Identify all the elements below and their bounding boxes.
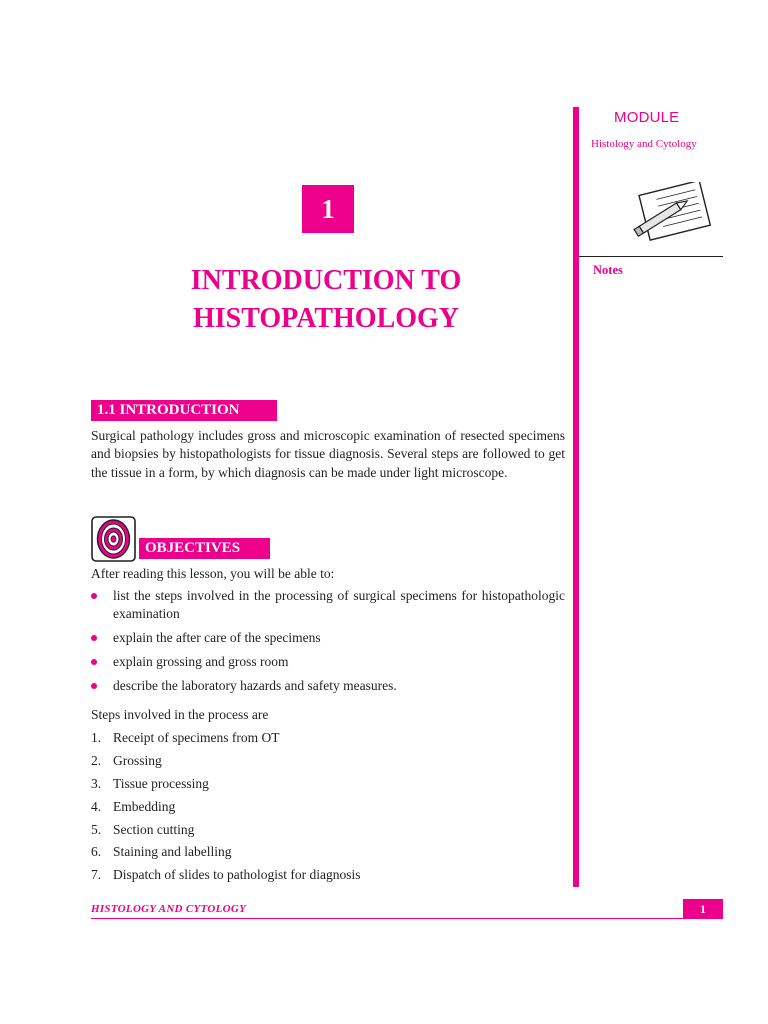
chapter-title-line-1: INTRODUCTION TO bbox=[190, 265, 462, 296]
bullet-icon bbox=[91, 635, 97, 641]
objectives-list bbox=[91, 587, 565, 700]
target-icon bbox=[91, 516, 136, 562]
footer-divider bbox=[91, 918, 723, 919]
step-item: 5. Section cutting bbox=[91, 821, 195, 837]
notepad-pencil-icon bbox=[630, 182, 714, 242]
objective-item: list the steps involved in the processing of surgical specimens for histopathologic examination bbox=[91, 587, 565, 624]
steps-lead: Steps involved in the process are bbox=[91, 707, 269, 722]
objectives-heading: OBJECTIVES bbox=[139, 538, 270, 559]
footer-title: HISTOLOGY AND CYTOLOGY bbox=[91, 903, 247, 915]
chapter-number: 1 bbox=[302, 185, 354, 233]
page-number: 1 bbox=[683, 899, 723, 919]
bullet-icon bbox=[91, 593, 97, 599]
objective-item: describe the laboratory hazards and safety measures. bbox=[91, 677, 565, 695]
module-label: MODULE bbox=[614, 109, 680, 126]
bullet-icon bbox=[91, 659, 97, 665]
module-subtitle: Histology and Cytology bbox=[591, 138, 697, 150]
notes-divider bbox=[579, 256, 723, 257]
chapter-title-line-2: HISTOPATHOLOGY bbox=[192, 303, 460, 334]
objective-item: explain the after care of the specimens bbox=[91, 629, 565, 647]
sidebar-divider bbox=[573, 107, 579, 887]
step-item: 7. Dispatch of slides to pathologist for diagnosis bbox=[91, 867, 361, 883]
step-item: 6. Staining and labelling bbox=[91, 844, 232, 860]
step-item: 2. Grossing bbox=[91, 752, 162, 768]
step-item: 3. Tissue processing bbox=[91, 775, 209, 791]
objective-item: explain grossing and gross room bbox=[91, 653, 565, 671]
chapter-title bbox=[100, 262, 552, 338]
introduction-heading: 1.1 INTRODUCTION bbox=[91, 400, 277, 421]
bullet-icon bbox=[91, 683, 97, 689]
steps-list bbox=[91, 729, 360, 889]
objectives-lead: After reading this lesson, you will be able to: bbox=[91, 566, 335, 581]
notes-label: Notes bbox=[593, 263, 623, 277]
introduction-paragraph: Surgical pathology includes gross and microscopic examination of resected specimens and biopsies by histopathologists for tissue diagnosis. Several steps are followed to get the tissue in a form, by which diagnosis can be made under light microscope. bbox=[91, 428, 565, 480]
step-item: 4. Embedding bbox=[91, 798, 176, 814]
step-item: 1. Receipt of specimens from OT bbox=[91, 730, 280, 745]
